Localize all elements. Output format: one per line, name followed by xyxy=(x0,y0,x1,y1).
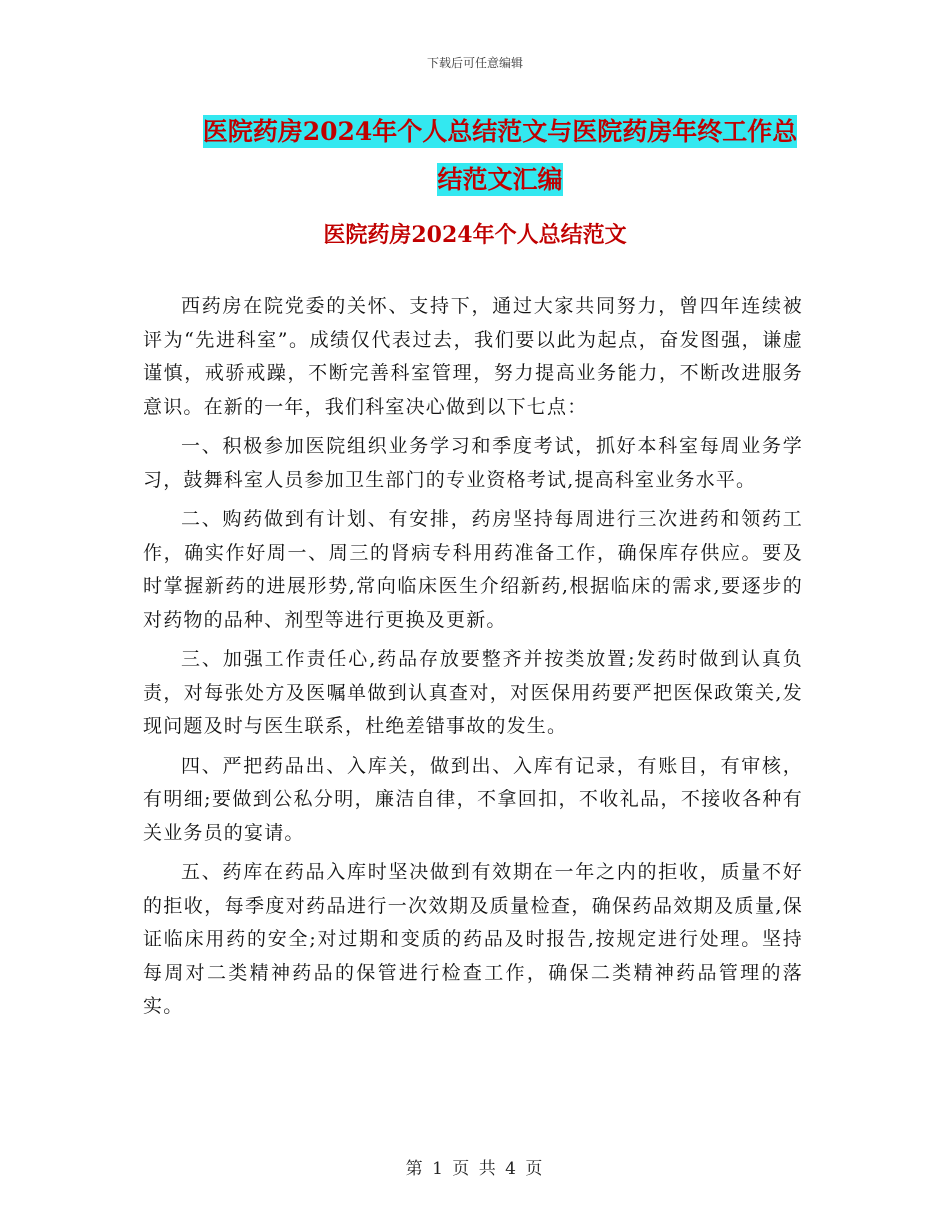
paragraph-item-5: 五、药库在药品入库时坚决做到有效期在一年之内的拒收，质量不好的拒收，每季度对药品进行一次效期及质量检查，确保药品效期及质量,保证临床用药的安全;对过期和变质的药品及时报告,按规定进行处理。坚持每周对二类精神药品的保管进行检查工作，确保二类精神药品管理的落实。 xyxy=(143,861,803,1017)
page-number-footer: 第 1 页 共 4 页 xyxy=(405,1159,545,1179)
paragraph-intro: 西药房在院党委的关怀、支持下，通过大家共同努力，曾四年连续被评为“先进科室”。成绩仅代表过去，我们要以此为起点，奋发图强，谦虚谨慎，戒骄戒躁，不断完善科室管理，努力提高业务能力，不断改进服务意识。在新的一年，我们科室决心做到以下七点： xyxy=(143,295,803,418)
document-body xyxy=(143,290,803,1030)
paragraph-item-3: 三、加强工作责任心,药品存放要整齐并按类放置;发药时做到认真负责，对每张处方及医嘱单做到认真查对，对医保用药要严把医保政策关,发现问题及时与医生联系，杜绝差错事故的发生。 xyxy=(143,648,803,737)
paragraph-item-4: 四、严把药品出、入库关，做到出、入库有记录，有账目，有审核，有明细;要做到公私分明，廉洁自律，不拿回扣，不收礼品，不接收各种有关业务员的宴请。 xyxy=(143,754,803,844)
section-title: 医院药房2024年个人总结范文 xyxy=(323,222,627,248)
paragraph-item-1: 一、积极参加医院组织业务学习和季度考试，抓好本科室每周业务学习，鼓舞科室人员参加卫生部门的专业资格考试,提高科室业务水平。 xyxy=(143,435,803,491)
document-title xyxy=(180,108,820,204)
document-title-line-1: 医院药房2024年个人总结范文与医院药房年终工作总 xyxy=(202,117,798,146)
document-title-line-2: 结范文汇编 xyxy=(437,165,563,194)
paragraph-item-2: 二、购药做到有计划、有安排，药房坚持每周进行三次进药和领药工作，确实作好周一、周三的肾病专科用药准备工作，确保库存供应。要及时掌握新药的进展形势,常向临床医生介绍新药,根据临床的需求,要逐步的对药物的品种、剂型等进行更换及更新。 xyxy=(143,508,803,631)
header-note: 下载后可任意编辑 xyxy=(426,56,523,70)
